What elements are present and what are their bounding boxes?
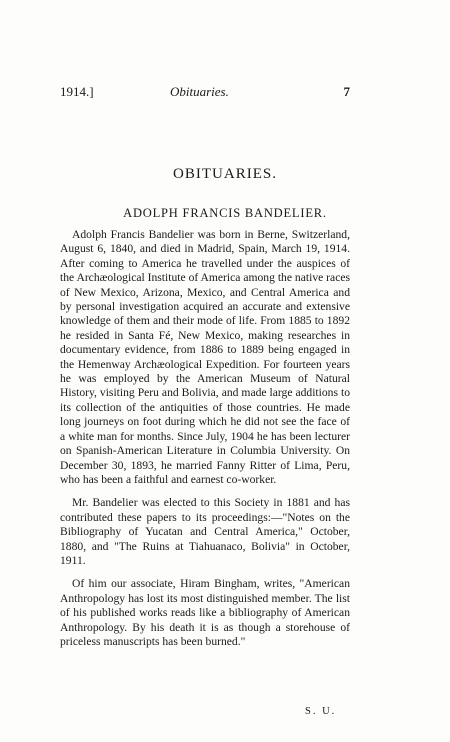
- running-head-section: Obituaries.: [170, 84, 229, 99]
- author-initials: S. U.: [305, 706, 337, 717]
- running-head: [60, 84, 350, 104]
- article-body: [60, 228, 350, 658]
- running-head-year: 1914.]: [60, 84, 94, 99]
- article-title: ADOLPH FRANCIS BANDELIER.: [123, 206, 327, 220]
- page-number: 7: [343, 84, 350, 99]
- paragraph: Mr. Bandelier was elected to this Society in 1881 and has contributed these papers to its proceedings:—"Notes on the Bibliography of Yucatan and Central America," October, 1880, and "The Ruins at Tiahuanaco, Bolivia" in October, 1911.: [60, 496, 350, 567]
- paragraph: Of him our associate, Hiram Bingham, writes, "American Anthropology has lost its most distinguished member. The list of his published works reads like a bibliography of American Anthropology. By his death it is as though a storehouse of priceless manuscripts has been burned.": [60, 577, 350, 648]
- section-title: OBITUARIES.: [173, 166, 277, 182]
- paragraph: Adolph Francis Bandelier was born in Berne, Switzerland, August 6, 1840, and died in Madrid, Spain, March 19, 1914. After coming to America he travelled under the auspices of the Archæological Institute of America among the native races of New Mexico, Arizona, Mexico, and Central America and by personal investigation acquired an accurate and extensive knowledge of them and their mode of life. From 1885 to 1892 he resided in Santa Fé, New Mexico, making researches in documentary evidence, from 1886 to 1889 being engaged in the Hemenway Archæological Expedition. For fourteen years he was employed by the American Museum of Natural History, visiting Peru and Bolivia, and made large additions to its collection of the antiquities of those countries. He made long journeys on foot during which he did not see the face of a white man for months. Since July, 1904 he has been lecturer on Spanish-American Literature in Columbia University. On December 30, 1893, he married Fanny Ritter of Lima, Peru, who has been a faithful and earnest co-worker.: [60, 228, 350, 486]
